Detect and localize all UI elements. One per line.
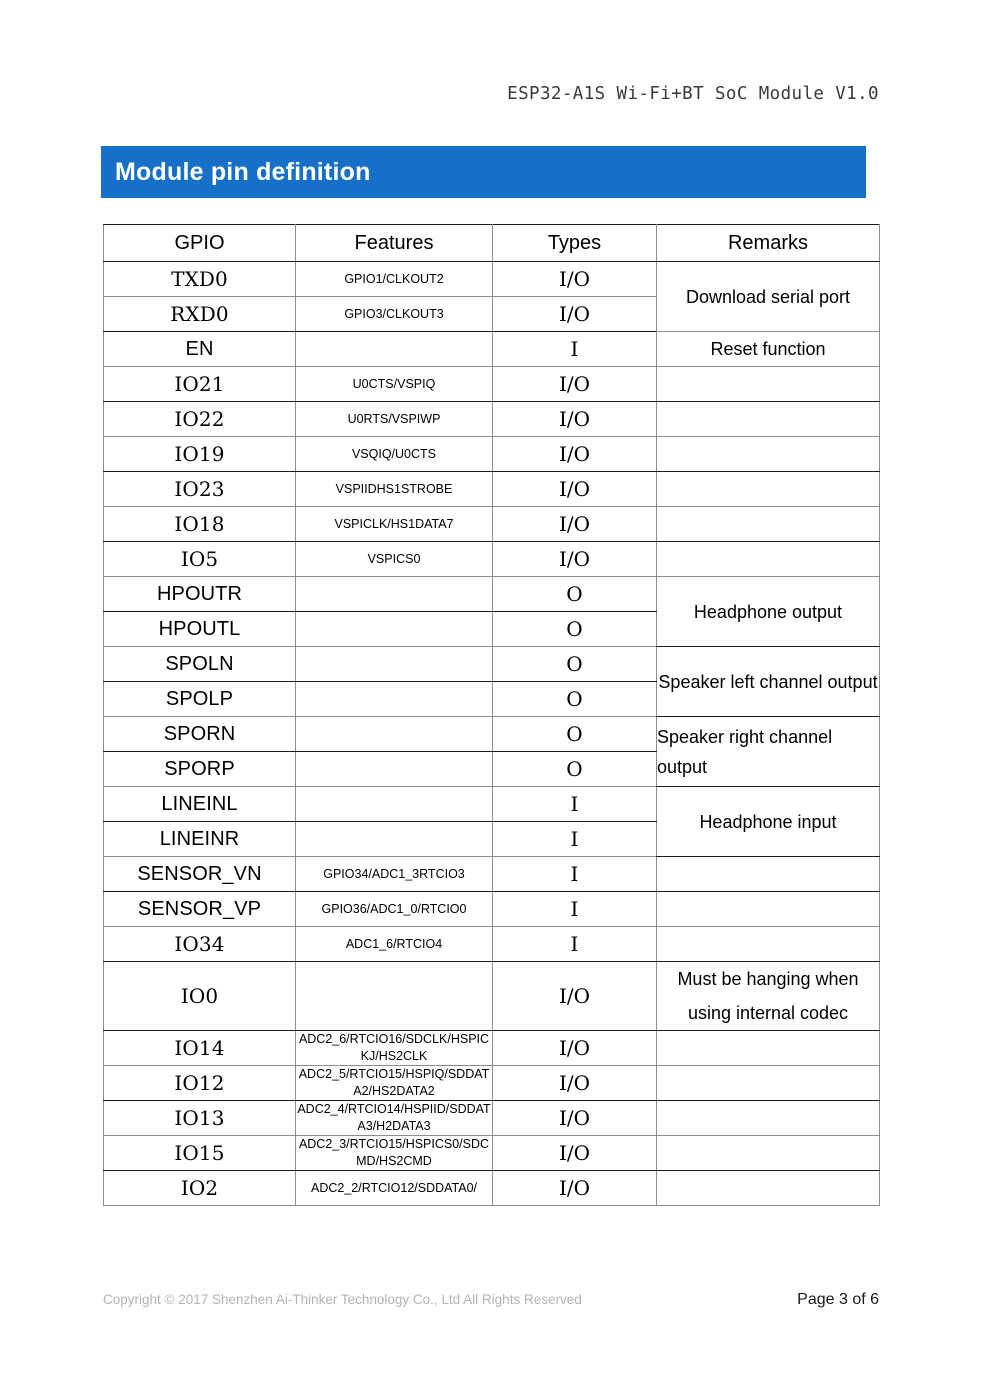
column-header-features: Features	[296, 225, 493, 262]
footer-page-number: Page 3 of 6	[797, 1291, 879, 1308]
cell-types: I/O	[493, 367, 657, 402]
cell-gpio: SPORP	[104, 752, 296, 787]
cell-types: O	[493, 717, 657, 752]
cell-types: I/O	[493, 542, 657, 577]
footer-copyright: Copyright © 2017 Shenzhen Ai-Thinker Technology Co., Ltd All Rights Reserved	[103, 1292, 582, 1307]
cell-remarks	[657, 472, 880, 507]
table-row	[104, 542, 880, 577]
cell-features: U0CTS/VSPIQ	[296, 367, 493, 402]
table-row	[104, 507, 880, 542]
cell-types: I	[493, 892, 657, 927]
cell-features: U0RTS/VSPIWP	[296, 402, 493, 437]
cell-gpio: SPOLP	[104, 682, 296, 717]
cell-gpio: IO19	[104, 437, 296, 472]
cell-features: ADC2_4/RTCIO14/HSPIID/SDDATA3/H2DATA3	[296, 1101, 493, 1136]
cell-gpio: IO18	[104, 507, 296, 542]
cell-remarks	[657, 507, 880, 542]
cell-types: I/O	[493, 1171, 657, 1206]
cell-gpio: IO14	[104, 1031, 296, 1066]
cell-remarks	[657, 437, 880, 472]
cell-features: ADC2_6/RTCIO16/SDCLK/HSPICKJ/HS2CLK	[296, 1031, 493, 1066]
table-row	[104, 927, 880, 962]
table-row	[104, 787, 880, 822]
table-row	[104, 892, 880, 927]
cell-types: O	[493, 647, 657, 682]
table-row	[104, 577, 880, 612]
cell-gpio: IO23	[104, 472, 296, 507]
cell-gpio: IO2	[104, 1171, 296, 1206]
cell-features: GPIO36/ADC1_0/RTCIO0	[296, 892, 493, 927]
cell-features: ADC1_6/RTCIO4	[296, 927, 493, 962]
cell-gpio: IO13	[104, 1101, 296, 1136]
table-row	[104, 332, 880, 367]
table-row	[104, 717, 880, 752]
cell-gpio: EN	[104, 332, 296, 367]
cell-features	[296, 577, 493, 612]
table-header-row	[104, 225, 880, 262]
document-running-header: ESP32-A1S Wi-Fi+BT SoC Module V1.0	[507, 84, 879, 104]
table-row	[104, 1101, 880, 1136]
table-row	[104, 437, 880, 472]
cell-features	[296, 752, 493, 787]
cell-gpio: IO12	[104, 1066, 296, 1101]
table-row	[104, 857, 880, 892]
cell-remarks: Headphone output	[657, 577, 880, 647]
cell-features: ADC2_2/RTCIO12/SDDATA0/	[296, 1171, 493, 1206]
cell-remarks	[657, 402, 880, 437]
cell-remarks	[657, 1136, 880, 1171]
table-row	[104, 962, 880, 1031]
cell-gpio: RXD0	[104, 297, 296, 332]
cell-gpio: HPOUTR	[104, 577, 296, 612]
cell-types: I	[493, 857, 657, 892]
column-header-types: Types	[493, 225, 657, 262]
cell-types: I	[493, 927, 657, 962]
cell-remarks	[657, 1066, 880, 1101]
cell-features: ADC2_3/RTCIO15/HSPICS0/SDCMD/HS2CMD	[296, 1136, 493, 1171]
table-row	[104, 1171, 880, 1206]
pin-definition-table-body	[104, 225, 880, 1206]
cell-gpio: SENSOR_VP	[104, 892, 296, 927]
cell-types: I/O	[493, 297, 657, 332]
cell-gpio: SENSOR_VN	[104, 857, 296, 892]
column-header-gpio: GPIO	[104, 225, 296, 262]
cell-remarks	[657, 892, 880, 927]
cell-features: VSQIQ/U0CTS	[296, 437, 493, 472]
table-row	[104, 402, 880, 437]
cell-remarks	[657, 367, 880, 402]
cell-features	[296, 822, 493, 857]
cell-types: I/O	[493, 1136, 657, 1171]
document-footer	[103, 1291, 879, 1309]
cell-remarks	[657, 1101, 880, 1136]
cell-types: O	[493, 612, 657, 647]
cell-remarks	[657, 927, 880, 962]
cell-gpio: LINEINR	[104, 822, 296, 857]
cell-gpio: SPOLN	[104, 647, 296, 682]
cell-types: I/O	[493, 1101, 657, 1136]
cell-features	[296, 717, 493, 752]
cell-features	[296, 962, 493, 1031]
cell-remarks: Download serial port	[657, 262, 880, 332]
section-banner	[101, 146, 866, 198]
cell-types: I	[493, 787, 657, 822]
cell-gpio: IO34	[104, 927, 296, 962]
cell-features: VSPIIDHS1STROBE	[296, 472, 493, 507]
cell-types: I/O	[493, 472, 657, 507]
cell-types: I	[493, 332, 657, 367]
cell-types: I/O	[493, 962, 657, 1031]
table-row	[104, 1031, 880, 1066]
table-row	[104, 647, 880, 682]
column-header-remarks: Remarks	[657, 225, 880, 262]
table-row	[104, 262, 880, 297]
pin-definition-table	[103, 224, 880, 1206]
cell-gpio: LINEINL	[104, 787, 296, 822]
table-row	[104, 1066, 880, 1101]
cell-features: VSPICLK/HS1DATA7	[296, 507, 493, 542]
cell-types: I/O	[493, 1066, 657, 1101]
cell-features	[296, 682, 493, 717]
cell-features: GPIO34/ADC1_3RTCIO3	[296, 857, 493, 892]
cell-features: GPIO1/CLKOUT2	[296, 262, 493, 297]
cell-features: VSPICS0	[296, 542, 493, 577]
cell-gpio: IO21	[104, 367, 296, 402]
cell-remarks: Must be hanging when using internal codec	[657, 962, 880, 1031]
cell-remarks: Headphone input	[657, 787, 880, 857]
cell-features	[296, 647, 493, 682]
cell-remarks	[657, 857, 880, 892]
cell-types: I/O	[493, 402, 657, 437]
cell-gpio: IO0	[104, 962, 296, 1031]
cell-features: ADC2_5/RTCIO15/HSPIQ/SDDATA2/HS2DATA2	[296, 1066, 493, 1101]
cell-gpio: IO5	[104, 542, 296, 577]
cell-types: I/O	[493, 507, 657, 542]
section-title: Module pin definition	[115, 157, 371, 186]
cell-remarks: Reset function	[657, 332, 880, 367]
cell-remarks	[657, 1171, 880, 1206]
cell-types: I/O	[493, 437, 657, 472]
cell-types: I	[493, 822, 657, 857]
cell-features	[296, 612, 493, 647]
cell-types: O	[493, 577, 657, 612]
cell-remarks: Speaker right channel output	[657, 717, 880, 787]
cell-features	[296, 332, 493, 367]
cell-gpio: HPOUTL	[104, 612, 296, 647]
cell-gpio: TXD0	[104, 262, 296, 297]
cell-gpio: IO22	[104, 402, 296, 437]
cell-types: I/O	[493, 262, 657, 297]
table-row	[104, 1136, 880, 1171]
cell-gpio: SPORN	[104, 717, 296, 752]
cell-types: I/O	[493, 1031, 657, 1066]
table-row	[104, 367, 880, 402]
cell-types: O	[493, 682, 657, 717]
table-row	[104, 472, 880, 507]
cell-types: O	[493, 752, 657, 787]
cell-gpio: IO15	[104, 1136, 296, 1171]
cell-remarks	[657, 1031, 880, 1066]
cell-features	[296, 787, 493, 822]
cell-features: GPIO3/CLKOUT3	[296, 297, 493, 332]
cell-remarks: Speaker left channel output	[657, 647, 880, 717]
cell-remarks	[657, 542, 880, 577]
